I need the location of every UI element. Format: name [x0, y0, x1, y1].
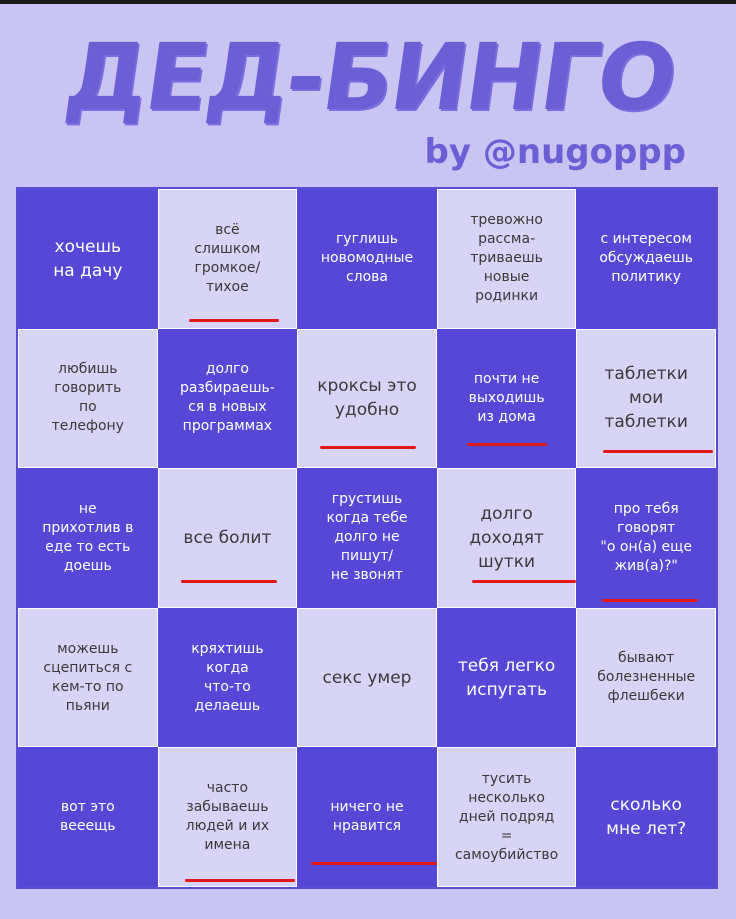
- bingo-cell[interactable]: тебя легко испугать: [437, 608, 577, 748]
- cell-text: таблетки мои таблетки: [604, 364, 688, 433]
- marked-underline: [189, 319, 279, 322]
- cell-text: долго доходят шутки: [469, 503, 544, 572]
- bingo-cell[interactable]: тусить несколько дней подряд = самоубийство: [437, 747, 577, 887]
- bingo-cell[interactable]: с интересом обсуждаешь политику: [576, 189, 716, 329]
- bingo-cell[interactable]: [437, 329, 577, 469]
- bingo-cell[interactable]: [297, 747, 437, 887]
- cell-text: часто забываешь людей и их имена: [185, 780, 270, 854]
- bingo-cell[interactable]: [297, 329, 437, 469]
- marked-underline: [181, 580, 277, 583]
- bingo-cell[interactable]: [576, 468, 716, 608]
- bingo-cell[interactable]: [158, 189, 298, 329]
- bingo-cell[interactable]: долго разбираешь- ся в новых программах: [158, 329, 298, 469]
- bingo-cell[interactable]: [158, 468, 298, 608]
- bingo-cell[interactable]: [158, 747, 298, 887]
- cell-text: ничего не нравится: [330, 799, 404, 835]
- cell-text: всё слишком громкое/ тихое: [194, 221, 261, 295]
- cell-text: почти не выходишь из дома: [468, 370, 545, 425]
- top-border: [0, 0, 736, 4]
- marked-underline: [472, 580, 576, 583]
- bingo-cell[interactable]: можешь сцепиться с кем-то по пьяни: [18, 608, 158, 748]
- bingo-cell[interactable]: тревожно рассма- триваешь новые родинки: [437, 189, 577, 329]
- bingo-cell[interactable]: хочешь на дачу: [18, 189, 158, 329]
- bingo-cell[interactable]: бывают болезненные флешбеки: [576, 608, 716, 748]
- bingo-grid: [16, 187, 718, 889]
- bingo-cell[interactable]: кряхтишь когда что-то делаешь: [158, 608, 298, 748]
- marked-underline: [467, 443, 547, 446]
- author-byline: by @nugoppp: [424, 132, 686, 172]
- marked-underline: [603, 450, 713, 453]
- bingo-cell[interactable]: грустишь когда тебе долго не пишут/ не звонят: [297, 468, 437, 608]
- cell-text: про тебя говорят "о он(а) еще жив(а)?": [600, 500, 692, 574]
- cell-text: все болит: [183, 527, 272, 548]
- cell-text: кроксы это удобно: [317, 376, 417, 421]
- bingo-cell[interactable]: гуглишь новомодные слова: [297, 189, 437, 329]
- bingo-cell[interactable]: не прихотлив в еде то есть доешь: [18, 468, 158, 608]
- bingo-cell[interactable]: [576, 329, 716, 469]
- page-title: ДЕД-БИНГО: [58, 24, 682, 131]
- marked-underline: [311, 862, 439, 865]
- marked-underline: [320, 446, 416, 449]
- marked-underline: [185, 879, 295, 882]
- bingo-cell[interactable]: секс умер: [297, 608, 437, 748]
- marked-underline: [602, 599, 698, 602]
- bingo-cell[interactable]: сколько мне лет?: [576, 747, 716, 887]
- bingo-cell[interactable]: вот это вееещь: [18, 747, 158, 887]
- bingo-cell[interactable]: [437, 468, 577, 608]
- bingo-cell[interactable]: любишь говорить по телефону: [18, 329, 158, 469]
